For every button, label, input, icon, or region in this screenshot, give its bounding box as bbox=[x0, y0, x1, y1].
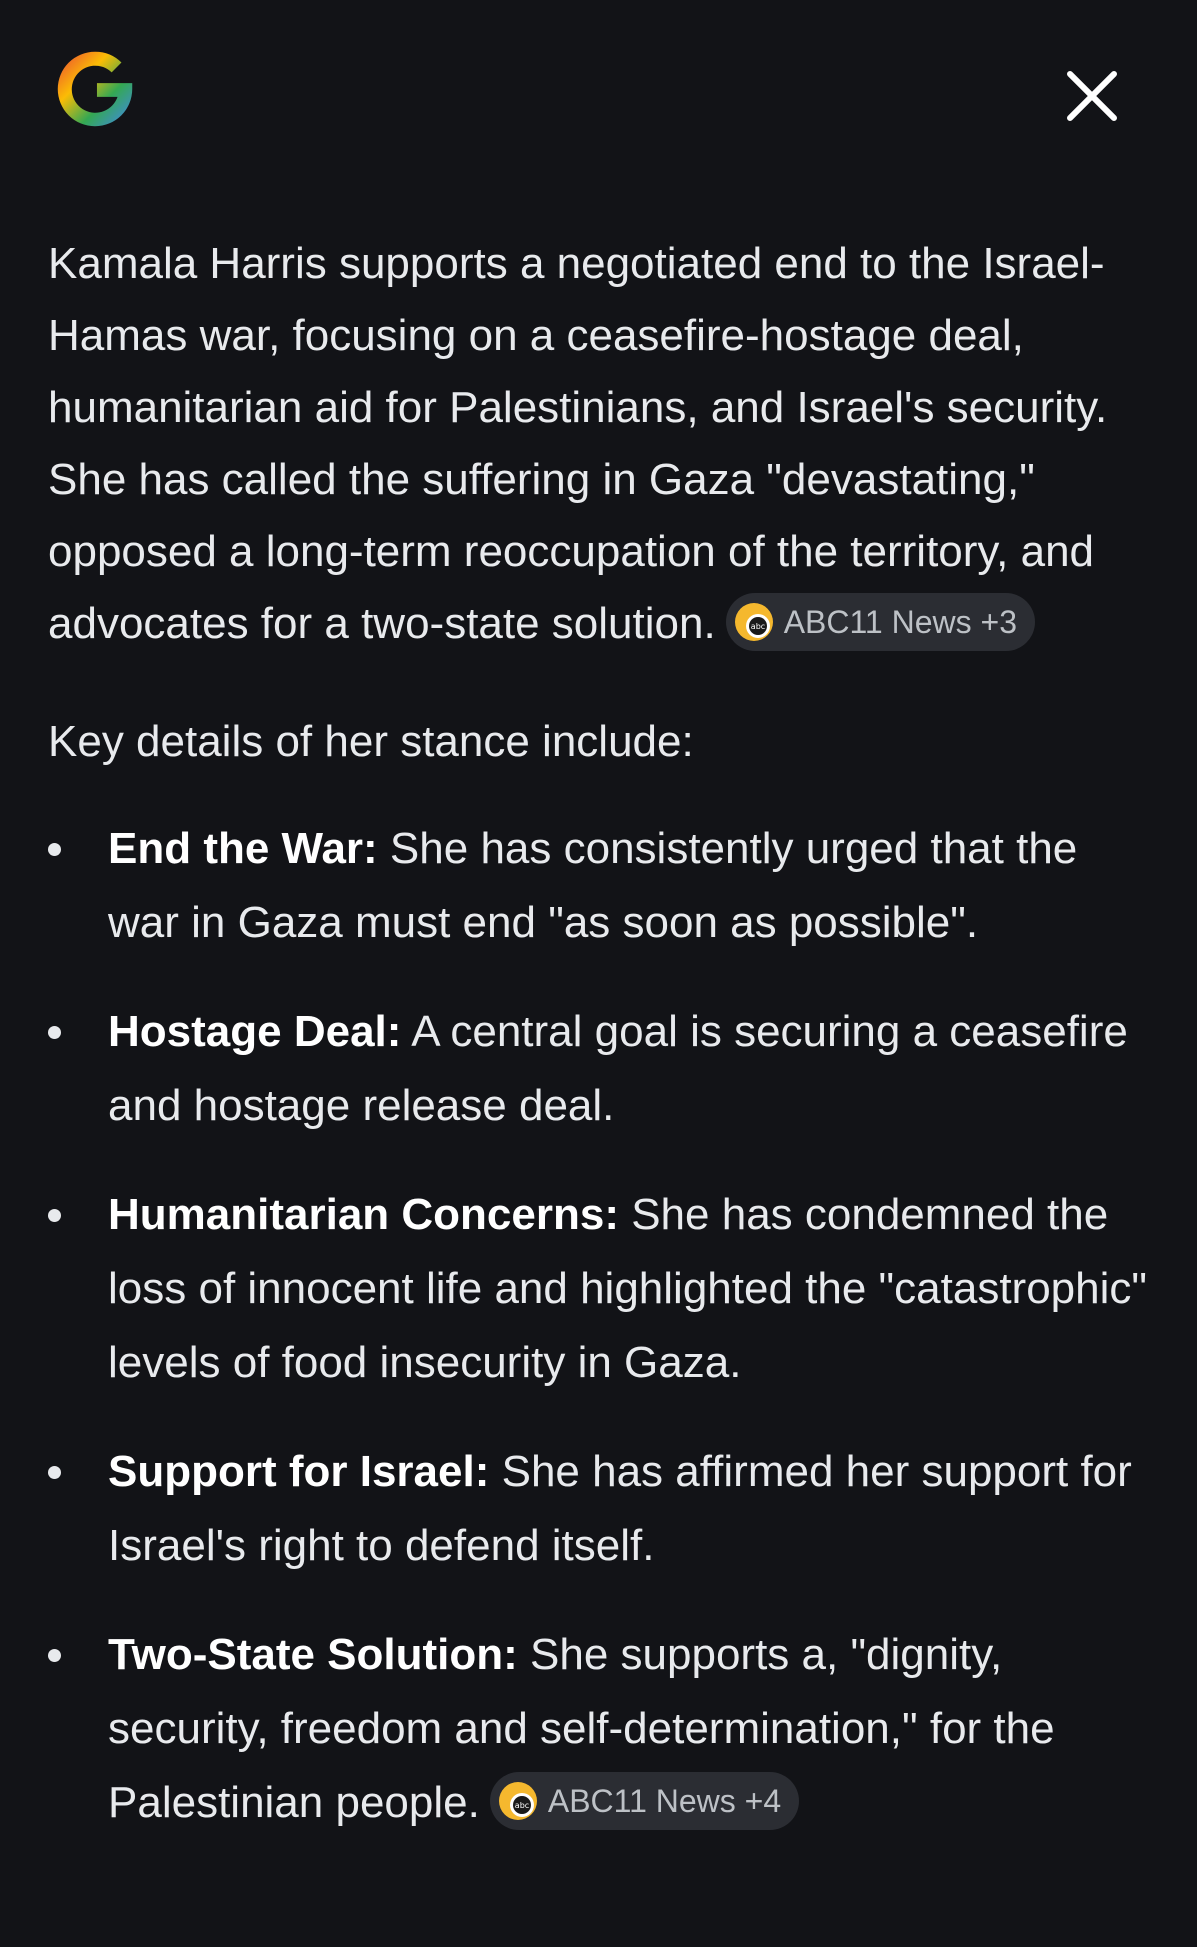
bullet-icon bbox=[48, 1209, 61, 1222]
list-item bbox=[48, 1435, 1158, 1583]
item-term: End the War: bbox=[108, 824, 378, 873]
list-item bbox=[48, 1178, 1158, 1400]
abc-news-icon bbox=[734, 602, 774, 642]
source-chip[interactable] bbox=[726, 593, 1035, 651]
source-chip[interactable] bbox=[490, 1772, 799, 1830]
item-term: Support for Israel: bbox=[108, 1447, 490, 1496]
summary-text: Kamala Harris supports a negotiated end to the Israel-Hamas war, focusing on a ceasefire-hostage deal, humanitarian aid for Palestinians, and Israel's security. She has called the suffering in Gaza "devastating," opposed a long-term reoccupation of the territory, and advocates for a two-state solution. bbox=[48, 239, 1108, 648]
item-text: She has affirmed her support for Israel's right to defend itself. bbox=[108, 1447, 1132, 1570]
item-text: She supports a, "dignity, security, freedom and self-determination," for the Palestinian people. bbox=[108, 1630, 1055, 1827]
stance-list bbox=[48, 812, 1158, 1840]
list-item bbox=[48, 995, 1158, 1143]
bullet-icon bbox=[48, 1026, 61, 1039]
svg-text:abc: abc bbox=[750, 622, 765, 632]
item-term: Hostage Deal: bbox=[108, 1007, 402, 1056]
intro-text: Key details of her stance include: bbox=[48, 717, 694, 766]
source-chip-label: ABC11 News +3 bbox=[783, 604, 1017, 641]
list-item bbox=[48, 812, 1158, 960]
bullet-icon bbox=[48, 1466, 61, 1479]
item-text: A central goal is securing a ceasefire and hostage release deal. bbox=[108, 1007, 1128, 1130]
bullet-icon bbox=[48, 1649, 61, 1662]
item-term: Humanitarian Concerns: bbox=[108, 1190, 619, 1239]
close-icon[interactable] bbox=[1062, 66, 1122, 126]
summary-paragraph bbox=[48, 228, 1158, 660]
item-text: She has condemned the loss of innocent life and highlighted the "catastrophic" levels of food insecurity in Gaza. bbox=[108, 1190, 1148, 1387]
ai-overview-content bbox=[48, 228, 1158, 1875]
bullet-icon bbox=[48, 843, 61, 856]
item-text: She has consistently urged that the war in Gaza must end "as soon as possible". bbox=[108, 824, 1078, 947]
source-chip-label: ABC11 News +4 bbox=[547, 1783, 782, 1820]
svg-text:abc: abc bbox=[514, 1801, 530, 1811]
google-g-icon[interactable] bbox=[46, 40, 144, 138]
abc-news-icon bbox=[498, 1781, 538, 1821]
top-bar bbox=[0, 0, 1197, 190]
list-item bbox=[48, 1618, 1158, 1840]
item-term: Two-State Solution: bbox=[108, 1630, 518, 1679]
